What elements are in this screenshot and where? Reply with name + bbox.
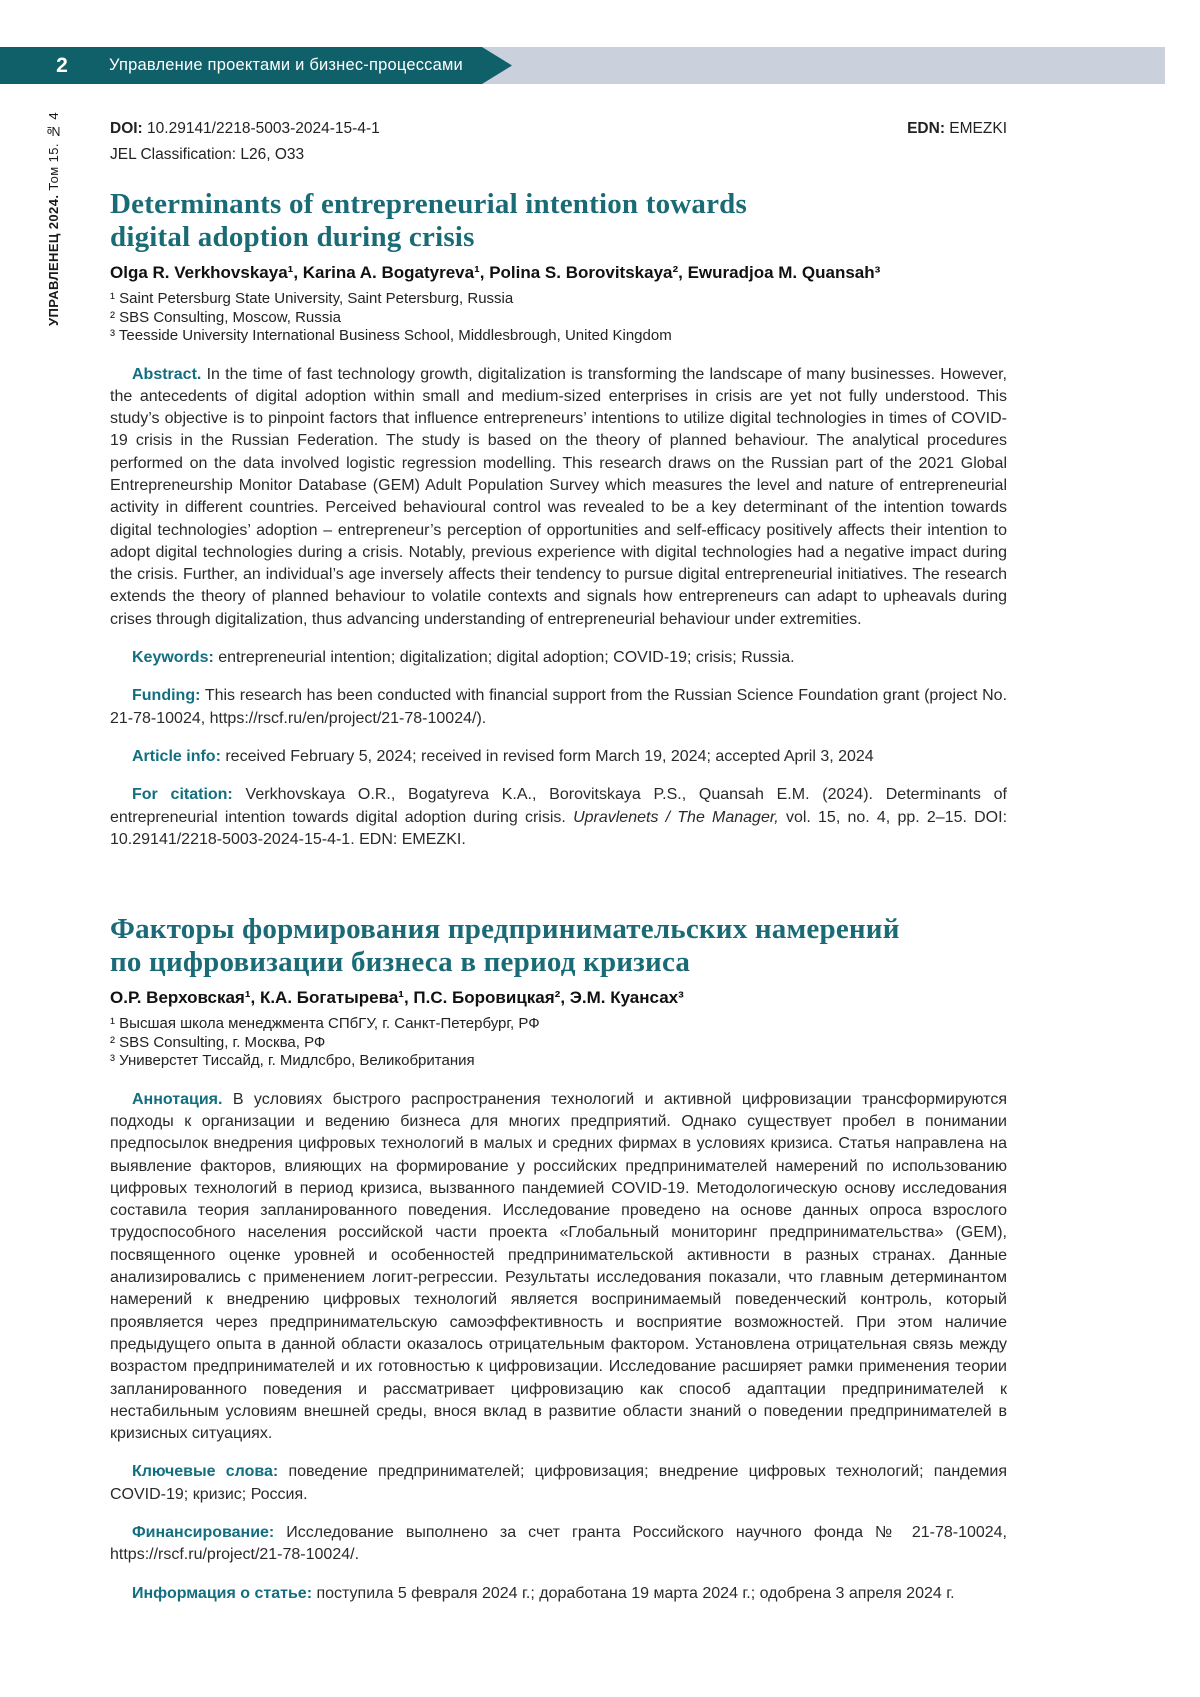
keywords-paragraph-english xyxy=(110,647,1007,669)
doi-value: 10.29141/2218-5003-2024-15-4-1 xyxy=(147,120,380,137)
affiliation-item: ¹ Saint Petersburg State University, Saint Petersburg, Russia xyxy=(110,290,514,307)
jel-line xyxy=(110,146,1007,164)
article-info-text-russian: поступила 5 февраля 2024 г.; доработана 19 марта 2024 г.; одобрена 3 апреля 2024 г. xyxy=(316,1584,955,1602)
funding-text-russian: Исследование выполнено за счет гранта Российского научного фонда № 21-78-10024, https://rscf.ru/project/21-78-10024/. xyxy=(110,1523,1008,1564)
funding-paragraph-english xyxy=(110,685,1007,730)
authors-russian: О.Р. Верховская¹, К.А. Богатырева¹, П.С. Боровицкая², Э.М. Куансах³ xyxy=(110,988,684,1008)
spine-journal-name: УПРАВЛЕНЕЦ 2024. xyxy=(46,194,61,326)
affiliations-russian xyxy=(110,1015,1007,1071)
affiliation-item: ³ Teesside University International Business School, Middlesbrough, United Kingdom xyxy=(110,327,672,344)
affiliation-item: ¹ Высшая школа менеджмента СПбГУ, г. Санкт-Петербург, РФ xyxy=(110,1015,540,1033)
article-title-russian-line2: по цифровизации бизнеса в период кризиса xyxy=(110,946,691,979)
abstract-paragraph-russian xyxy=(110,1089,1007,1446)
keywords-label-english: Keywords: xyxy=(132,649,214,667)
article-info-text-english: received February 5, 2024; received in revised form March 19, 2024; accepted April 3, 2024 xyxy=(225,747,874,765)
article-info-paragraph-english xyxy=(110,746,1007,768)
affiliation-item: ³ Универстет Тиссайд, г. Мидлсбро, Великобритания xyxy=(110,1052,475,1070)
article-title-russian-line1: Факторы формирования предпринимательских намерений xyxy=(110,913,900,946)
abstract-text-russian: В условиях быстрого распространения технологий и активной цифровизации трансформируются подходы к организации и ведению бизнеса для многих предприятий. Однако существует пробел в понимании предпосылок внедрения цифровых технологий в малых и средних фирмах в условиях кризиса. Статья направлена на выявление факторов, влияющих на формирование у российских предпринимателей намерений по использованию цифровых технологий в период кризиса, вызванного пандемией COVID-19. Методологическую основу исследования составила теория запланированного поведения. Исследование проведено на основе данных опроса взрослого трудоспособного населения российской части проекта «Глобальный мониторинг предпринимательства» (GEM), посвященного оценке уровней и особенностей предпринимательской активности в разных странах. Данные анализировались с применением логит-регрессии. Результаты исследования показали, что главным детерминантом намерений к внедрению цифровых технологий является воспринимаемый поведенческий контроль, который проявляется через предпринимательскую самоэффективность и восприятие возможностей. При этом наличие предыдущего опыта в данной области оказалось отрицательным фактором. Установлена отрицательная связь между возрастом предпринимателей и их готовностью к цифровизации. Исследование расширяет рамки применения теории запланированного поведения и рассматривает цифровизацию как способ адаптации предпринимателей к нестабильным условиям внешней среды, внося вклад в развитие области знаний о поведении предпринимателей в кризисных ситуациях. xyxy=(110,1090,1007,1443)
funding-paragraph-russian xyxy=(110,1522,1007,1567)
citation-journal-name: Upravlenets / The Manager, xyxy=(573,808,779,826)
article-info-label-russian: Информация о статье: xyxy=(132,1584,313,1602)
citation-label-english: For citation: xyxy=(132,786,233,804)
article-info-label-english: Article info: xyxy=(132,747,221,765)
citation-text-before: Verkhovskaya O.R., Bogatyreva K.A., Borovitskaya P.S., Quansah E.M. (2024). Determinants of entrepreneurial intention towards digital adoption during crisis. xyxy=(110,786,1008,826)
doi-edn-row xyxy=(110,120,1007,138)
doi-line xyxy=(110,120,380,138)
affiliation-item: ² SBS Consulting, г. Москва, РФ xyxy=(110,1033,326,1051)
jel-value: L26, O33 xyxy=(240,146,305,163)
edn-value: EMEZKI xyxy=(949,120,1007,137)
authors-english: Olga R. Verkhovskaya¹, Karina A. Bogatyreva¹, Polina S. Borovitskaya², Ewuradjoa M. Quansah³ xyxy=(110,263,881,282)
keywords-text-english: entrepreneurial intention; digitalization; digital adoption; COVID-19; crisis; Russia. xyxy=(218,649,795,667)
header-bar xyxy=(0,47,1165,84)
keywords-label-russian: Ключевые слова: xyxy=(132,1463,279,1481)
article-title-english xyxy=(110,188,1007,254)
article-title-english-line2: digital adoption during crisis xyxy=(110,221,475,253)
citation-paragraph-english xyxy=(110,784,1007,851)
abstract-paragraph-english xyxy=(110,364,1007,632)
page-number: 2 xyxy=(56,54,68,77)
abstract-text-english: In the time of fast technology growth, digitalization is transforming the landscape of many businesses. However, the antecedents of digital adoption within small and medium-sized enterprises in crisis are yet not fully understood. This study’s objective is to pinpoint factors that influence entrepreneurs’ intentions to utilize digital technologies in times of COVID-19 crisis in the Russian Federation. The study is based on the theory of planned behaviour. The analytical procedures performed on the data involved logistic regression modelling. This research draws on the Russian part of the 2021 Global Entrepreneurship Monitor Database (GEM) Adult Population Survey which measures the level and nature of entrepreneurial activity in different countries. Perceived behavioural control was revealed to be a key determinant of the intention towards digital technologies’ adoption – entrepreneur’s perception of opportunities and self-efficacy positively affects their intention to adopt digital technologies during a crisis. Notably, previous experience with digital technologies had a negative impact during the crisis. Further, an individual’s age inversely affects their tendency to pursue digital entrepreneurial initiatives. The research extends the theory of planned behaviour to volatile contexts and signals how entrepreneurs can adapt to upheavals during crises through digitalization, thus advancing understanding of entrepreneurial behaviour under extremities. xyxy=(110,365,1007,628)
journal-spine xyxy=(46,112,61,326)
doi-label: DOI: xyxy=(110,120,143,137)
keywords-text-russian: поведение предпринимателей; цифровизация; внедрение цифровых технологий; пандемия COVID-19; кризис; Россия. xyxy=(110,1463,1007,1503)
jel-label: JEL Classification: xyxy=(110,146,237,163)
citation-text-after: vol. 15, no. 4, pp. 2–15. DOI: 10.29141/2218-5003-2024-15-4-1. EDN: EMEZKI. xyxy=(110,808,1008,848)
edn-line xyxy=(907,120,1007,138)
affiliation-item: ² SBS Consulting, Moscow, Russia xyxy=(110,308,341,326)
funding-label-english: Funding: xyxy=(132,687,201,705)
keywords-paragraph-russian xyxy=(110,1461,1007,1506)
article-info-paragraph-russian xyxy=(110,1583,1007,1605)
funding-text-english: This research has been conducted with financial support from the Russian Science Foundation grant (project No. 21-78-10024, https://rscf.ru/en/project/21-78-10024/). xyxy=(110,687,1008,727)
abstract-label-english: Abstract. xyxy=(132,365,202,383)
spine-volume-issue: Том 15. № 4 xyxy=(46,112,61,195)
affiliations-english xyxy=(110,290,1007,346)
edn-label: EDN: xyxy=(907,120,945,137)
funding-label-russian: Финансирование: xyxy=(132,1523,275,1541)
article-page-content xyxy=(110,120,1007,1621)
abstract-label-russian: Аннотация. xyxy=(132,1090,223,1108)
journal-section-title: Управление проектами и бизнес-процессами xyxy=(109,56,463,74)
article-title-russian xyxy=(110,913,1007,979)
article-title-english-line1: Determinants of entrepreneurial intention towards xyxy=(110,188,747,220)
